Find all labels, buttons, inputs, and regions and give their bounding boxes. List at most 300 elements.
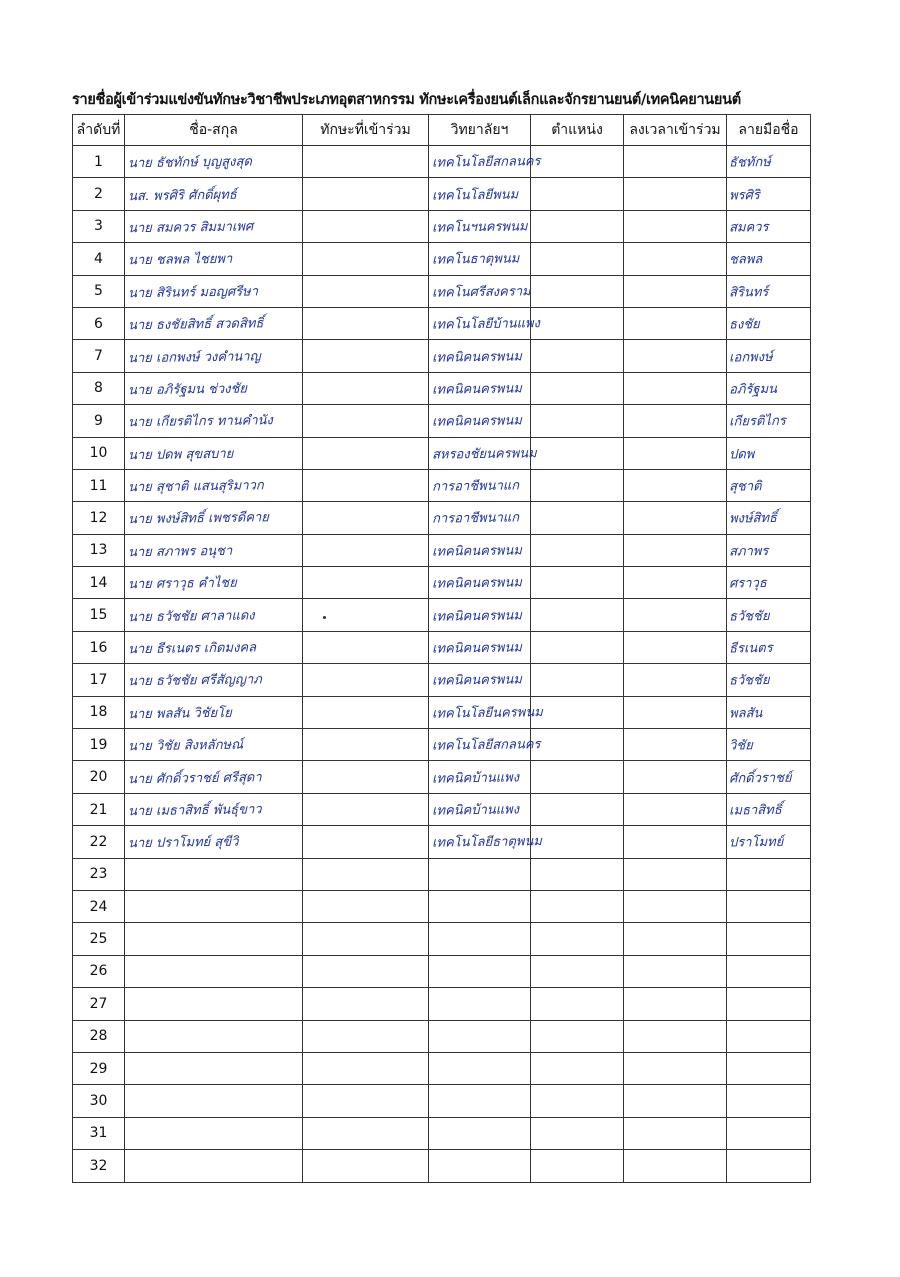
signature-cell [727, 858, 811, 890]
table-row [73, 275, 811, 307]
college-handwriting: เทคนิคนครพนม [431, 413, 523, 430]
row-number-cell: 25 [73, 923, 125, 955]
row-number-cell: 5 [73, 275, 125, 307]
table-row [73, 178, 811, 210]
row-number-cell: 23 [73, 858, 125, 890]
position-cell [531, 146, 624, 178]
skill-cell [303, 307, 429, 339]
row-number-cell: 15 [73, 599, 125, 631]
name-cell [125, 437, 303, 469]
skill-cell [303, 243, 429, 275]
stray-mark [323, 616, 326, 619]
skill-cell [303, 1085, 429, 1117]
college-handwriting: เทคโนโลยีพนม [431, 187, 519, 204]
college-cell [429, 729, 541, 761]
signature-cell [727, 502, 811, 534]
name-handwriting [125, 905, 302, 907]
check-in-time-cell [624, 1117, 727, 1149]
college-handwriting: เทคนิคบ้านแพง [431, 770, 520, 787]
name-handwriting [125, 1100, 302, 1102]
document-title: รายชื่อผู้เข้าร่วมแข่งขันทักษะวิชาชีพประเภทอุตสาหกรรม ทักษะเครื่องยนต์เล็กและจักรยานยนต์/เทคนิคยานยนต์ [72, 92, 741, 108]
skill-cell [303, 567, 429, 599]
college-cell [429, 372, 531, 404]
table-row [73, 405, 811, 437]
college-handwriting: เทคนิคนครพนม [431, 543, 523, 560]
row-number-cell: 6 [73, 307, 125, 339]
college-handwriting: เทคโนโลยีบ้านแพง [431, 316, 541, 333]
name-cell [125, 793, 303, 825]
skill-cell [303, 955, 429, 987]
signature-cell [727, 696, 811, 728]
row-number-cell: 11 [73, 469, 125, 501]
name-handwriting: นาย สภาพร อนุชา [127, 543, 233, 561]
signature-handwriting: สมควร [728, 219, 769, 236]
skill-cell [303, 405, 429, 437]
table-row [73, 372, 811, 404]
header-row [73, 115, 811, 146]
table-row [73, 567, 811, 599]
position-cell [531, 1085, 624, 1117]
table-row [73, 664, 811, 696]
name-cell [125, 664, 303, 696]
college-handwriting: เทคนิคนครพนม [431, 640, 523, 657]
check-in-time-cell [624, 858, 727, 890]
college-handwriting: เทคโนฯนครพนม [431, 219, 528, 236]
position-cell [531, 923, 624, 955]
name-cell [125, 1020, 303, 1052]
name-handwriting: นาย พงษ์สิทธิ์ เพชรดีคาย [127, 510, 269, 528]
check-in-time-cell [624, 729, 727, 761]
row-number-cell: 19 [73, 729, 125, 761]
position-cell [531, 210, 624, 242]
signature-handwriting: ธวัชชัย [728, 608, 770, 625]
signature-cell [727, 664, 811, 696]
signature-handwriting: ธัชทักษ์ [728, 155, 771, 171]
signature-cell [727, 437, 811, 469]
signature-handwriting: ธวัชชัย [728, 673, 770, 689]
name-handwriting: นาย ธงชัยสิทธิ์ สวดสิทธิ์ [127, 316, 264, 334]
check-in-time-cell [624, 340, 727, 372]
college-handwriting: เทคนิคนครพนม [431, 672, 523, 690]
name-handwriting: นาย สิรินทร์ มอญศรีษา [127, 284, 259, 301]
signature-handwriting: ปดพ [728, 446, 755, 463]
college-cell [429, 664, 531, 696]
name-cell [125, 372, 303, 404]
signature-cell [727, 405, 811, 437]
skill-cell [303, 761, 429, 793]
name-cell [125, 858, 303, 890]
college-handwriting: เทคนิคนครพนม [431, 608, 523, 625]
position-cell [531, 275, 624, 307]
signature-cell [727, 923, 811, 955]
signature-cell [727, 955, 811, 987]
signature-handwriting: วิชัย [728, 738, 753, 754]
name-handwriting: นาย ธัชทักษ์ บุญสูงสุด [127, 154, 252, 172]
position-cell [531, 534, 624, 566]
college-handwriting: การอาชีพนาแก [431, 478, 520, 495]
row-number-cell: 16 [73, 631, 125, 663]
college-cell [429, 858, 531, 890]
name-cell [125, 469, 303, 501]
position-cell [531, 502, 624, 534]
college-cell [429, 307, 541, 339]
skill-cell [303, 826, 429, 858]
row-number-cell: 1 [73, 146, 125, 178]
position-cell [531, 1020, 624, 1052]
position-cell [531, 793, 624, 825]
row-number-cell: 31 [73, 1117, 125, 1149]
skill-cell [303, 858, 429, 890]
signature-cell [727, 1052, 811, 1084]
header-no: ลำดับที่ [73, 115, 125, 146]
college-handwriting [429, 874, 530, 875]
college-cell [429, 923, 531, 955]
skill-cell [303, 890, 429, 922]
position-cell [531, 955, 624, 987]
skill-cell [303, 437, 429, 469]
signature-handwriting: ศักดิ์วราชย์ [728, 770, 792, 787]
row-number-cell: 14 [73, 567, 125, 599]
college-handwriting [429, 906, 530, 907]
college-cell [429, 178, 531, 210]
college-handwriting [429, 1003, 530, 1004]
check-in-time-cell [624, 761, 727, 793]
name-cell [125, 275, 303, 307]
skill-cell [303, 502, 429, 534]
college-cell [429, 1117, 531, 1149]
signature-cell [727, 761, 811, 793]
name-cell [125, 890, 303, 922]
header-signature: ลายมือชื่อ [727, 115, 811, 146]
signature-handwriting: ชลพล [728, 252, 763, 268]
name-handwriting: นาย ธีรเนตร เกิดมงคล [127, 640, 257, 658]
check-in-time-cell [624, 534, 727, 566]
check-in-time-cell [624, 988, 727, 1020]
check-in-time-cell [624, 826, 727, 858]
name-cell [125, 210, 303, 242]
check-in-time-cell [624, 1052, 727, 1084]
college-handwriting: เทคโนศรีสงคราม [431, 284, 531, 301]
college-handwriting [429, 1068, 530, 1069]
college-handwriting: เทคนิคนครพนม [431, 575, 523, 592]
skill-cell [303, 664, 429, 696]
table-row [73, 631, 811, 663]
check-in-time-cell [624, 146, 727, 178]
signature-handwriting [727, 1133, 810, 1134]
college-cell [429, 631, 531, 663]
name-cell [125, 178, 303, 210]
name-cell [125, 826, 303, 858]
signature-handwriting [727, 1003, 810, 1004]
signature-cell [727, 1117, 811, 1149]
college-cell [429, 761, 531, 793]
header-college: วิทยาลัยฯ [429, 115, 531, 146]
signature-handwriting: สุชาติ [728, 479, 762, 495]
name-cell [125, 923, 303, 955]
name-handwriting [125, 873, 302, 875]
table-row [73, 988, 811, 1020]
signature-cell [727, 146, 811, 178]
check-in-time-cell [624, 210, 727, 242]
college-cell [429, 437, 537, 469]
signature-handwriting: พลสัน [728, 705, 763, 722]
name-cell [125, 1085, 303, 1117]
college-cell [429, 696, 543, 728]
name-handwriting [125, 1132, 302, 1134]
check-in-time-cell [624, 405, 727, 437]
skill-cell [303, 210, 429, 242]
name-handwriting [125, 1067, 302, 1069]
skill-cell [303, 696, 429, 728]
row-number-cell: 22 [73, 826, 125, 858]
signature-handwriting [727, 1036, 810, 1037]
signature-cell [727, 469, 811, 501]
participant-table [72, 114, 811, 1183]
name-cell [125, 955, 303, 987]
college-cell [429, 243, 531, 275]
signature-handwriting [727, 1165, 810, 1166]
position-cell [531, 178, 624, 210]
name-handwriting [125, 970, 302, 972]
position-cell [531, 761, 624, 793]
name-cell [125, 340, 303, 372]
position-cell [531, 307, 624, 339]
table-row [73, 955, 811, 987]
table-row [73, 890, 811, 922]
college-handwriting [429, 1036, 530, 1037]
table-row [73, 307, 811, 339]
check-in-time-cell [624, 890, 727, 922]
signature-cell [727, 729, 811, 761]
name-handwriting: นาย สุชาติ แสนสุริมาวก [127, 478, 264, 496]
signature-cell [727, 631, 811, 663]
skill-cell [303, 1020, 429, 1052]
college-cell [429, 275, 531, 307]
check-in-time-cell [624, 793, 727, 825]
name-cell [125, 307, 303, 339]
skill-cell [303, 599, 429, 631]
check-in-time-cell [624, 923, 727, 955]
name-cell [125, 631, 303, 663]
row-number-cell: 8 [73, 372, 125, 404]
skill-cell [303, 1150, 429, 1182]
table-row [73, 858, 811, 890]
position-cell [531, 631, 624, 663]
name-handwriting: นาย พลสัน วิชัยโย [127, 705, 232, 723]
table-row [73, 793, 811, 825]
skill-cell [303, 1052, 429, 1084]
signature-cell [727, 1085, 811, 1117]
signature-handwriting: เกียรติไกร [728, 414, 786, 430]
check-in-time-cell [624, 955, 727, 987]
signature-handwriting: พรศิริ [728, 187, 760, 204]
signature-handwriting: เอกพงษ์ [728, 349, 773, 366]
name-cell [125, 729, 303, 761]
row-number-cell: 29 [73, 1052, 125, 1084]
signature-cell [727, 826, 811, 858]
college-handwriting: เทคโนโลยีนครพนม [431, 704, 543, 722]
table-row [73, 1150, 811, 1182]
table-row [73, 243, 811, 275]
header-position: ตำแหน่ง [531, 115, 624, 146]
college-handwriting [429, 1100, 530, 1101]
college-cell [429, 890, 531, 922]
name-handwriting: นาย วิชัย สิงหลักษณ์ [127, 737, 244, 755]
check-in-time-cell [624, 275, 727, 307]
table-row [73, 1085, 811, 1117]
row-number-cell: 3 [73, 210, 125, 242]
table-row [73, 469, 811, 501]
position-cell [531, 243, 624, 275]
row-number-cell: 27 [73, 988, 125, 1020]
signature-handwriting: ศราวุธ [728, 576, 767, 592]
position-cell [531, 1150, 624, 1182]
signature-cell [727, 599, 811, 631]
row-number-cell: 7 [73, 340, 125, 372]
row-number-cell: 17 [73, 664, 125, 696]
signature-handwriting: สภาพร [728, 543, 769, 560]
name-handwriting: นาย เมธาสิทธิ์ พันธุ์ขาว [127, 802, 262, 820]
table-row [73, 534, 811, 566]
skill-cell [303, 534, 429, 566]
table-row [73, 761, 811, 793]
table-row [73, 1117, 811, 1149]
check-in-time-cell [624, 372, 727, 404]
header-name: ชื่อ-สกุล [125, 115, 303, 146]
college-cell [429, 1052, 531, 1084]
college-handwriting: เทคนิคนครพนม [431, 348, 523, 366]
row-number-cell: 9 [73, 405, 125, 437]
position-cell [531, 890, 624, 922]
position-cell [531, 437, 624, 469]
college-cell [429, 1085, 531, 1117]
check-in-time-cell [624, 1020, 727, 1052]
table-row [73, 729, 811, 761]
college-handwriting [429, 1133, 530, 1134]
name-cell [125, 988, 303, 1020]
signature-cell [727, 275, 811, 307]
position-cell [531, 1117, 624, 1149]
college-cell [429, 146, 541, 178]
signature-cell [727, 178, 811, 210]
name-handwriting [125, 1035, 302, 1037]
check-in-time-cell [624, 307, 727, 339]
signature-cell [727, 567, 811, 599]
name-cell [125, 696, 303, 728]
name-cell [125, 243, 303, 275]
college-handwriting: เทคโนโลยีธาตุพนม [431, 834, 542, 852]
check-in-time-cell [624, 437, 727, 469]
table-row [73, 1020, 811, 1052]
signature-cell [727, 988, 811, 1020]
college-cell [429, 826, 542, 858]
signature-cell [727, 1150, 811, 1182]
college-cell [429, 502, 531, 534]
skill-cell [303, 729, 429, 761]
signature-handwriting [727, 874, 810, 875]
name-cell [125, 1150, 303, 1182]
signature-cell [727, 534, 811, 566]
skill-cell [303, 988, 429, 1020]
table-row [73, 502, 811, 534]
signature-cell [727, 1020, 811, 1052]
skill-cell [303, 275, 429, 307]
name-handwriting: นาย ปราโมทย์ สุขีวิ [127, 835, 239, 852]
position-cell [531, 372, 624, 404]
position-cell [531, 469, 624, 501]
row-number-cell: 13 [73, 534, 125, 566]
name-handwriting: นาย สมควร สิมมาเพศ [127, 219, 254, 237]
position-cell [531, 567, 624, 599]
name-handwriting [125, 938, 302, 940]
row-number-cell: 4 [73, 243, 125, 275]
college-cell [429, 469, 531, 501]
signature-cell [727, 793, 811, 825]
check-in-time-cell [624, 1085, 727, 1117]
signature-handwriting: ปราโมทย์ [728, 835, 784, 851]
name-handwriting [125, 1165, 302, 1167]
check-in-time-cell [624, 664, 727, 696]
signature-cell [727, 307, 811, 339]
skill-cell [303, 1117, 429, 1149]
college-handwriting [429, 1165, 530, 1166]
row-number-cell: 28 [73, 1020, 125, 1052]
signature-cell [727, 340, 811, 372]
name-handwriting: นาย เกียรติไกร ทานคำนัง [127, 413, 273, 431]
college-handwriting: เทคโนโลยีสกลนคร [431, 154, 541, 171]
position-cell [531, 988, 624, 1020]
row-number-cell: 10 [73, 437, 125, 469]
row-number-cell: 24 [73, 890, 125, 922]
signature-cell [727, 210, 811, 242]
skill-cell [303, 178, 429, 210]
name-handwriting: นาย ธวัชชัย ศรีสัญญาภ [127, 672, 262, 690]
table-row [73, 923, 811, 955]
college-cell [429, 405, 531, 437]
signature-handwriting: ธงชัย [728, 317, 760, 333]
check-in-time-cell [624, 631, 727, 663]
skill-cell [303, 146, 429, 178]
signature-handwriting [727, 971, 810, 972]
header-skill: ทักษะที่เข้าร่วม [303, 115, 429, 146]
college-cell [429, 567, 531, 599]
row-number-cell: 2 [73, 178, 125, 210]
college-cell [429, 955, 531, 987]
row-number-cell: 30 [73, 1085, 125, 1117]
college-cell [429, 210, 531, 242]
table-row [73, 826, 811, 858]
signature-handwriting [727, 906, 810, 907]
name-handwriting: นาย ชลพล ไชยพา [127, 252, 233, 269]
table-row [73, 340, 811, 372]
name-handwriting [125, 1003, 302, 1005]
signature-cell [727, 243, 811, 275]
college-handwriting: เทคนิคนครพนม [431, 381, 523, 398]
skill-cell [303, 631, 429, 663]
signature-handwriting [727, 1068, 810, 1069]
skill-cell [303, 469, 429, 501]
name-cell [125, 1117, 303, 1149]
signature-cell [727, 372, 811, 404]
name-cell [125, 405, 303, 437]
college-handwriting: สหรองชัยนครพนม [431, 445, 537, 463]
college-cell [429, 988, 531, 1020]
row-number-cell: 32 [73, 1150, 125, 1182]
signature-handwriting: สิรินทร์ [728, 284, 769, 301]
name-handwriting: นาย เอกพงษ์ วงคำนาญ [127, 348, 261, 366]
name-cell [125, 534, 303, 566]
name-handwriting: นส. พรศิริ ศักดิ์ผุทธ์ [127, 187, 237, 204]
